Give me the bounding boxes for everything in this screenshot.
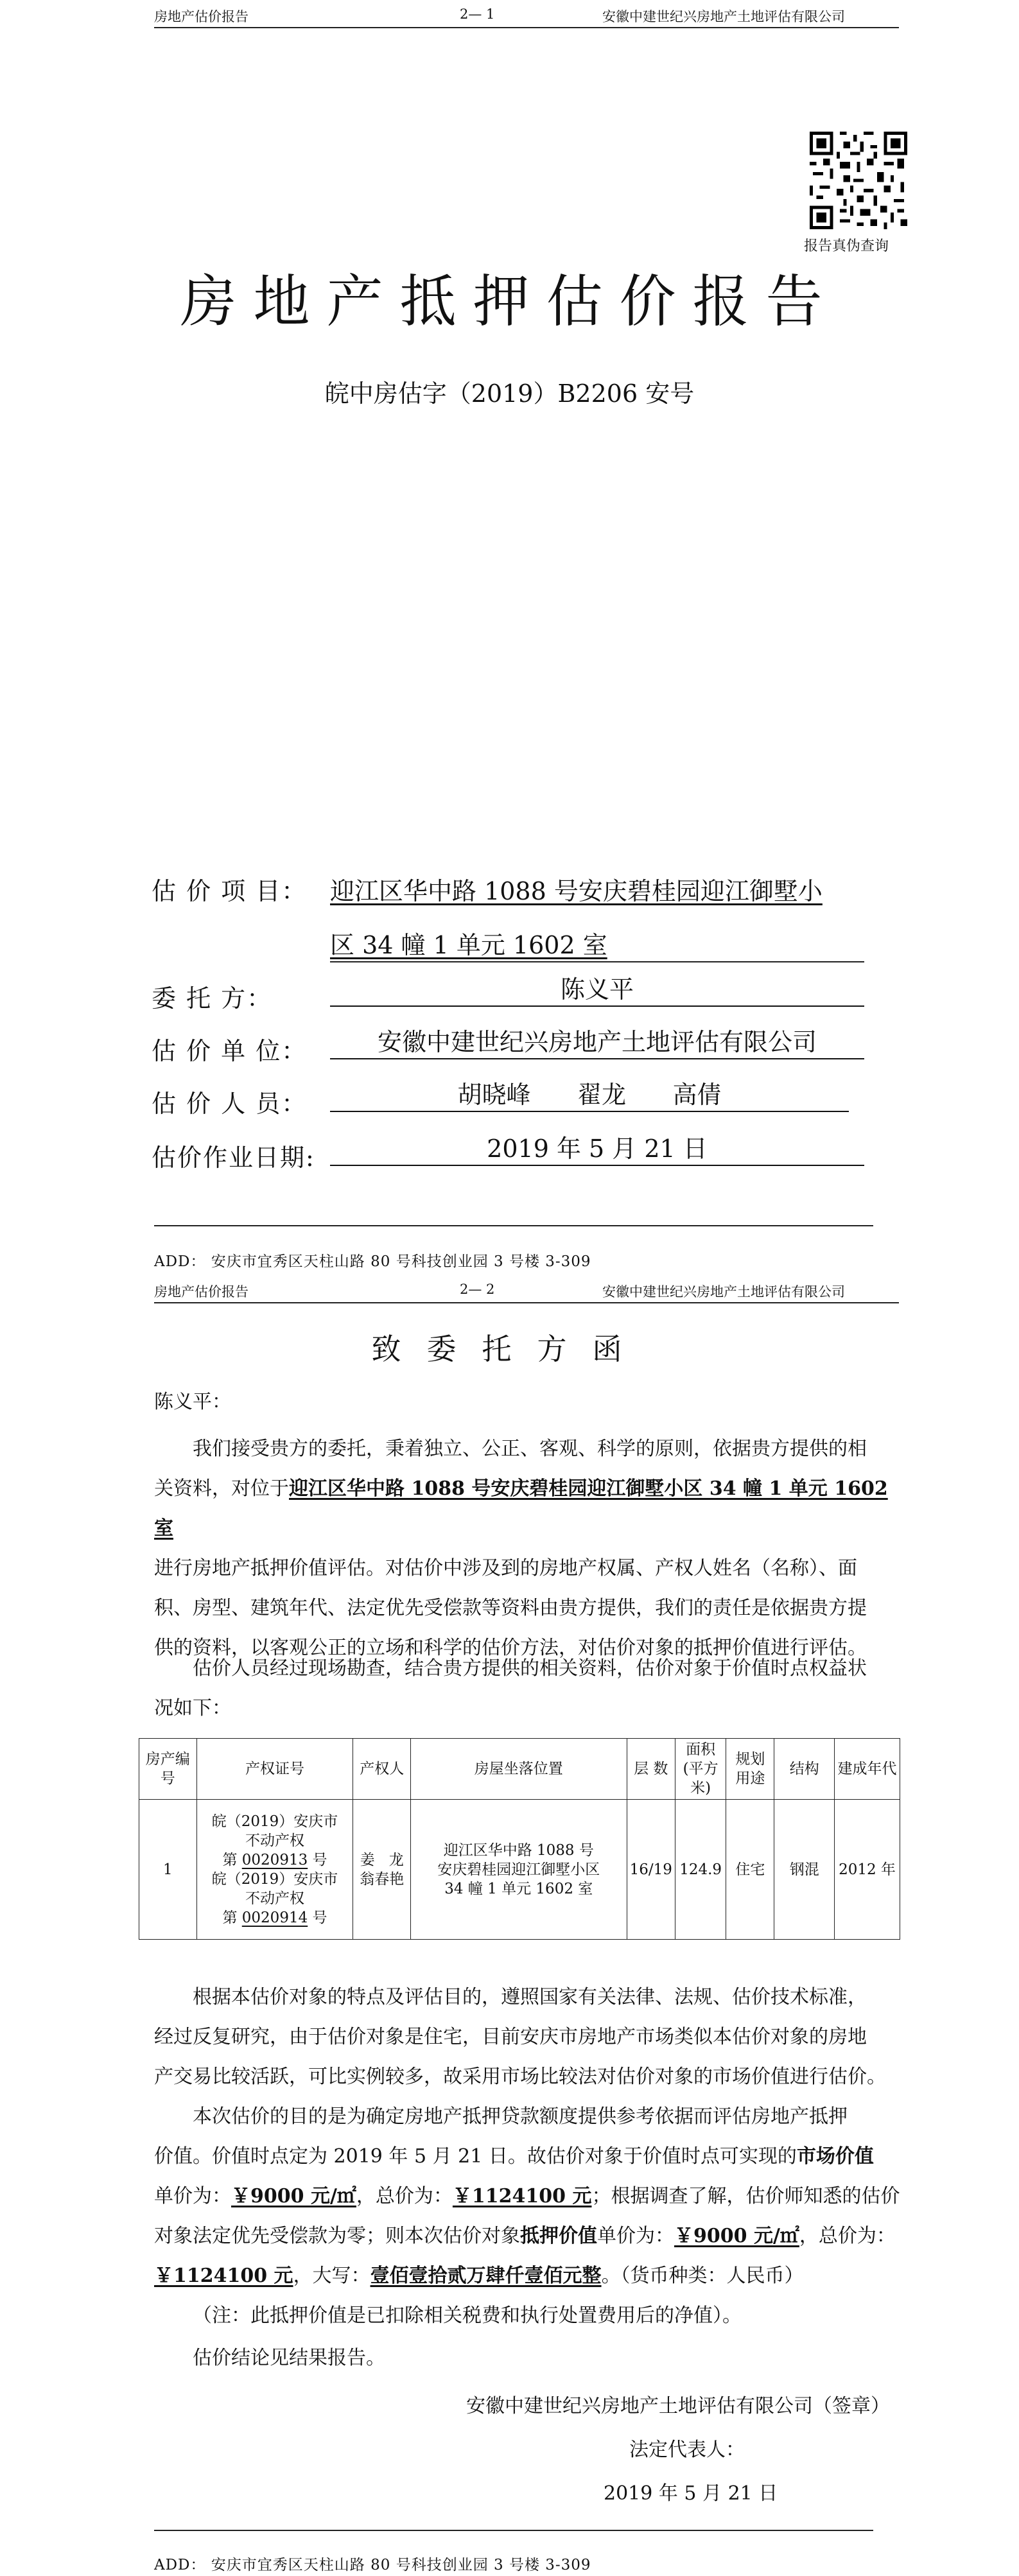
header-left: 房地产估价报告 bbox=[154, 1284, 248, 1300]
market-total-price: ￥1124100 元 bbox=[452, 2185, 592, 2207]
footer-rule bbox=[154, 1225, 873, 1226]
cell-use: 住宅 bbox=[726, 1800, 774, 1940]
p4-text: 单价为： bbox=[597, 2225, 674, 2247]
cell-owner bbox=[353, 1800, 411, 1940]
property-address-bold: 迎江区华中路 1088 号安庆碧桂园迎江御墅小区 34 幢 1 单元 1602 室 bbox=[154, 1477, 888, 1540]
owner-name: 姜 龙 bbox=[360, 1851, 404, 1868]
p4-text: 单价为： bbox=[154, 2185, 231, 2207]
paragraph-4 bbox=[154, 2097, 905, 2296]
p4-line-d bbox=[154, 2216, 905, 2256]
cert-line bbox=[199, 1850, 351, 1870]
cert-line bbox=[199, 1908, 351, 1928]
client-label: 委 托 方： bbox=[152, 984, 273, 1013]
col-header: 层 数 bbox=[627, 1739, 675, 1800]
cert-line: 不动产权 bbox=[245, 1832, 304, 1849]
paragraph-3 bbox=[154, 1978, 905, 2097]
col-header: 房产编号 bbox=[139, 1739, 197, 1800]
p4-line-b bbox=[154, 2137, 905, 2177]
p4-text: ，总价为： bbox=[356, 2185, 453, 2207]
header-right: 安徽中建世纪兴房地产土地评估有限公司 bbox=[602, 9, 845, 24]
project-value-line2: 区 34 幢 1 单元 1602 室 bbox=[330, 931, 607, 959]
letter-title: 致委托方函 bbox=[371, 1332, 648, 1366]
p4-text: 。（货币种类：人民币） bbox=[601, 2265, 804, 2287]
qr-code-icon bbox=[810, 132, 907, 229]
project-underline bbox=[330, 961, 864, 962]
cell-year: 2012 年 bbox=[835, 1800, 900, 1940]
col-header: 建成年代 bbox=[835, 1739, 900, 1800]
qr-caption: 报告真伪查询 bbox=[804, 238, 889, 254]
p4-text: ，总价为： bbox=[799, 2225, 896, 2247]
mortgage-total-price: ￥1124100 元 bbox=[154, 2265, 293, 2287]
cert-suffix: 号 bbox=[308, 1851, 327, 1868]
mortgage-value-label: 抵押价值 bbox=[520, 2225, 597, 2247]
cell-structure: 钢混 bbox=[774, 1800, 835, 1940]
p3-line-a: 根据本估价对象的特点及评估目的，遵照国家有关法律、法规、估价技术标准， bbox=[193, 1986, 867, 2008]
org-label: 估 价 单 位： bbox=[152, 1037, 308, 1065]
p3-line-c: 产交易比较活跃，可比实例较多，故采用市场比较法对估价对象的市场价值进行估价。 bbox=[154, 2066, 886, 2088]
signature-representative: 法定代表人： bbox=[629, 2439, 745, 2461]
paragraph-2 bbox=[154, 1649, 905, 1728]
org-value: 安徽中建世纪兴房地产土地评估有限公司 bbox=[330, 1026, 864, 1059]
cert-line: 皖（2019）安庆市 bbox=[211, 1813, 338, 1830]
cert-number: 0020913 bbox=[241, 1851, 308, 1868]
p1-line-d: 积、房型、建筑年代、法定优先受偿款等资料由贵方提供，我们的责任是依据贵方提 bbox=[154, 1597, 867, 1619]
p4-text: ，大写： bbox=[293, 2265, 370, 2287]
p1-text: 关资料，对位于 bbox=[154, 1477, 289, 1500]
paragraph-1 bbox=[154, 1429, 905, 1668]
col-header: 产权证号 bbox=[196, 1739, 353, 1800]
signature-company: 安徽中建世纪兴房地产土地评估有限公司（签章） bbox=[466, 2395, 890, 2417]
cert-suffix: 号 bbox=[308, 1909, 327, 1926]
cell-area: 124.9 bbox=[675, 1800, 726, 1940]
market-unit-price: ￥9000 元/㎡ bbox=[231, 2185, 356, 2207]
cell-cert bbox=[196, 1800, 353, 1940]
cert-prefix: 第 bbox=[222, 1851, 242, 1868]
salutation: 陈义平： bbox=[154, 1391, 231, 1413]
header-rule bbox=[154, 27, 899, 28]
staff-value: 胡晓峰 翟龙 高倩 bbox=[330, 1079, 849, 1112]
location-line: 安庆碧桂园迎江御墅小区 bbox=[437, 1861, 600, 1878]
header-rule bbox=[154, 1302, 899, 1303]
p1-line-a: 我们接受贵方的委托，秉着独立、公正、客观、科学的原则，依据贵方提供的相 bbox=[193, 1438, 867, 1460]
header-right: 安徽中建世纪兴房地产土地评估有限公司 bbox=[602, 1284, 845, 1300]
header-page-number: 2— 1 bbox=[460, 6, 495, 22]
p3-line-b: 经过反复研究，由于估价对象是住宅，目前安庆市房地产市场类似本估价对象的房地 bbox=[154, 2026, 867, 2048]
mortgage-unit-price: ￥9000 元/㎡ bbox=[674, 2225, 799, 2247]
market-value-label: 市场价值 bbox=[796, 2145, 874, 2168]
amount-in-words: 壹佰壹拾贰万肆仟壹佰元整 bbox=[370, 2265, 602, 2287]
cert-line: 不动产权 bbox=[245, 1890, 304, 1907]
cell-no: 1 bbox=[139, 1800, 197, 1940]
p4-line-a: 本次估价的目的是为确定房地产抵押贷款额度提供参考依据而评估房地产抵押 bbox=[193, 2105, 848, 2128]
p1-line-e: 供的资料，以客观公正的立场和科学的估价方法，对估价对象的抵押价值进行评估。 bbox=[154, 1637, 867, 1659]
client-value: 陈义平 bbox=[330, 973, 864, 1007]
cell-location bbox=[411, 1800, 627, 1940]
location-line: 迎江区华中路 1088 号 bbox=[443, 1841, 594, 1859]
owner-name: 翁春艳 bbox=[360, 1870, 405, 1888]
report-title: 房地产抵押估价报告 bbox=[180, 268, 839, 335]
cert-line: 皖（2019）安庆市 bbox=[211, 1870, 338, 1888]
p4-line-e bbox=[154, 2256, 905, 2296]
date-label: 估价作业日期: bbox=[152, 1144, 315, 1172]
property-table bbox=[139, 1738, 900, 1940]
table-row bbox=[139, 1800, 900, 1940]
header-page-number: 2— 2 bbox=[460, 1282, 495, 1297]
p2-line-a: 估价人员经过现场勘查，结合贵方提供的相关资料，估价对象于价值时点权益状 bbox=[193, 1657, 867, 1680]
location-line: 34 幢 1 单元 1602 室 bbox=[444, 1880, 593, 1897]
p4-text: ；根据调查了解，估价师知悉的估价 bbox=[591, 2185, 900, 2207]
header-left: 房地产估价报告 bbox=[154, 9, 248, 24]
col-header: 产权人 bbox=[353, 1739, 411, 1800]
p4-line-c bbox=[154, 2177, 905, 2216]
signature-date: 2019 年 5 月 21 日 bbox=[604, 2482, 778, 2505]
col-header: 房屋坐落位置 bbox=[411, 1739, 627, 1800]
cert-number: 0020914 bbox=[241, 1909, 308, 1926]
conclusion: 估价结论见结果报告。 bbox=[193, 2347, 385, 2369]
col-header: 规划用途 bbox=[726, 1739, 774, 1800]
p1-line-b bbox=[154, 1469, 905, 1549]
col-header: 结构 bbox=[774, 1739, 835, 1800]
cell-floors: 16/19 bbox=[627, 1800, 675, 1940]
p2-line-b: 况如下： bbox=[154, 1697, 231, 1719]
footer-address: ADD： 安庆市宜秀区天柱山路 80 号科技创业园 3 号楼 3-309 bbox=[154, 1253, 591, 1270]
note: （注：此抵押价值是已扣除相关税费和执行处置费用后的净值）。 bbox=[193, 2304, 742, 2327]
p1-line-c: 进行房地产抵押价值评估。对估价中涉及到的房地产权属、产权人姓名（名称）、面 bbox=[154, 1557, 857, 1580]
project-label: 估 价 项 目： bbox=[152, 877, 308, 905]
project-value-line1: 迎江区华中路 1088 号安庆碧桂园迎江御墅小 bbox=[330, 877, 823, 905]
staff-label: 估 价 人 员： bbox=[152, 1090, 308, 1118]
p4-text: 对象法定优先受偿款为零；则本次估价对象 bbox=[154, 2225, 520, 2247]
footer-address: ADD： 安庆市宜秀区天柱山路 80 号科技创业园 3 号楼 3-309 bbox=[154, 2557, 591, 2573]
table-header-row bbox=[139, 1739, 900, 1800]
footer-rule bbox=[154, 2530, 873, 2531]
report-number: 皖中房估字（2019）B2206 安号 bbox=[324, 379, 695, 408]
date-value: 2019 年 5 月 21 日 bbox=[330, 1133, 864, 1166]
p4-text: 价值。价值时点定为 2019 年 5 月 21 日。故估价对象于价值时点可实现的 bbox=[154, 2145, 797, 2168]
cert-prefix: 第 bbox=[222, 1909, 242, 1926]
col-header: 面积(平方米) bbox=[675, 1739, 726, 1800]
